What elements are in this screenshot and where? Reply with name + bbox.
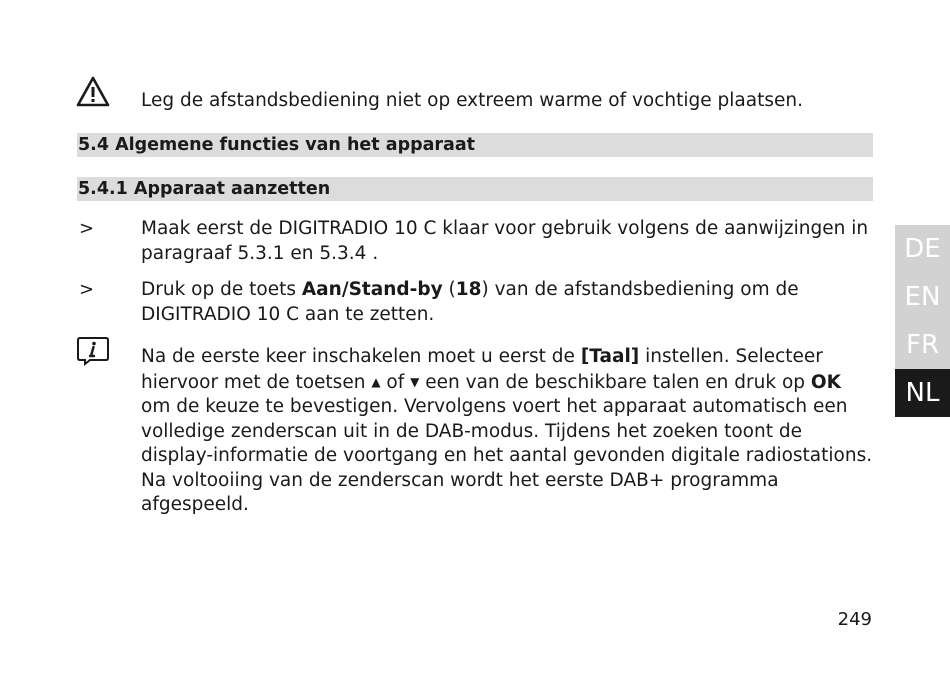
step-1-text: Maak eerst de DIGITRADIO 10 C klaar voor gebruik volgens de aanwijzingen in paragraaf 5.3.1 en 5.3.4 . — [141, 218, 869, 264]
warning-text: Leg de afstandsbediening niet op extreem warme of vochtige plaatsen. — [141, 90, 803, 111]
language-tab-en[interactable]: EN — [895, 273, 950, 321]
step-bullet: > — [79, 279, 95, 300]
warning-triangle-icon — [76, 76, 110, 108]
power-key-label: Aan/Stand-by — [301, 279, 443, 300]
info-icon — [76, 336, 110, 366]
arrow-up-icon: ▲ — [371, 374, 381, 389]
section-heading: 5.4 Algemene functies van het apparaat — [77, 133, 873, 157]
step-bullet: > — [79, 218, 95, 239]
ok-key-label: OK — [810, 371, 841, 393]
language-tab-de[interactable]: DE — [895, 225, 950, 273]
key-number: 18 — [455, 279, 482, 300]
language-tab-fr[interactable]: FR — [895, 321, 950, 369]
language-tabs — [895, 225, 950, 417]
info-text: Na de eerste keer inschakelen moet u eerst de [Taal] instellen. Selecteer hiervoor met de toetsen ▲ of ▼ een van de beschikbare talen en druk op OK om de keuze te bevestigen. Vervolgens voert het apparaat automatisch een volledige zenderscan uit in de DAB-modus. Tijdens het zoeken toont de display-informatie de voortgang en het aantal gevonden digitale radiostations. Na voltooiing van de zenderscan wordt het eerste DAB+ programma afgespeeld. — [141, 346, 873, 515]
subsection-heading: 5.4.1 Apparaat aanzetten — [77, 177, 873, 201]
page-number: 249 — [837, 609, 872, 630]
step-2-text: Druk op de toets Aan/Stand-by (18) van de afstandsbediening om de DIGITRADIO 10 C aan te zetten. — [141, 279, 799, 325]
language-tab-nl[interactable]: NL — [895, 369, 950, 417]
arrow-down-icon: ▼ — [410, 374, 420, 389]
language-setting-label: [Taal] — [580, 346, 640, 367]
